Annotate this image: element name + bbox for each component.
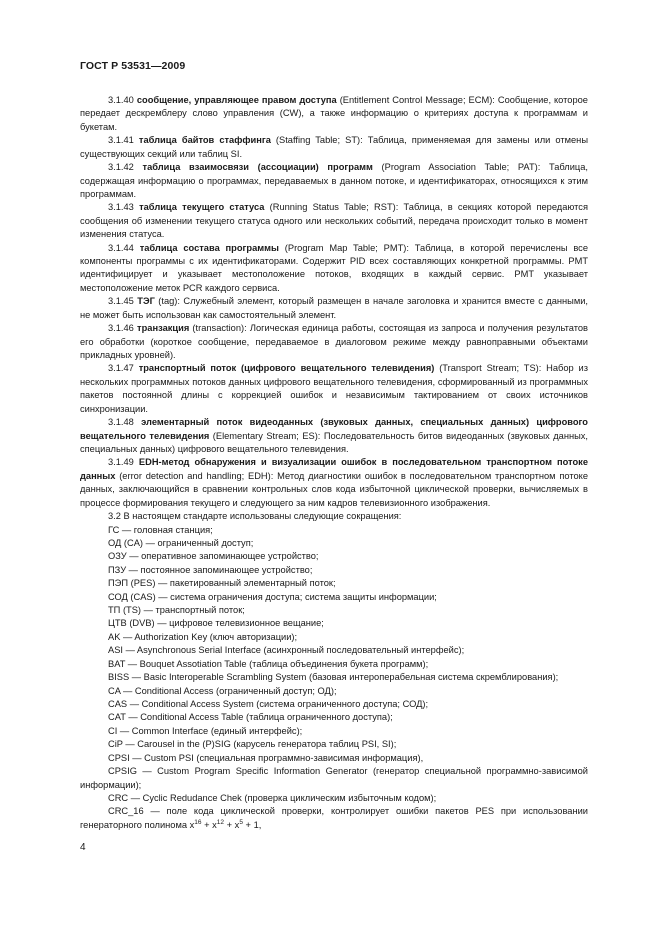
definition-text: (transaction): Логическая единица работы, состоящая из запроса и получения результатов его обработки (короткое сообщение, передаваемое в диалоговом режиме между равноправными объектами прикладных уровней).: [80, 323, 588, 361]
abbreviation-item: CI — Common Interface (единый интерфейс);: [108, 725, 303, 736]
definition-term: таблица текущего статуса: [139, 202, 265, 213]
abbreviation-item: СОД (CAS) — система ограничения доступа; система защиты информации;: [108, 591, 437, 602]
abbreviation-item: ЦТВ (DVB) — цифровое телевизионное вещание;: [108, 618, 324, 629]
abbreviation-item: CiP — Carousel in the (P)SIG (карусель генератора таблиц PSI, SI);: [108, 739, 397, 750]
definition-item: [80, 94, 588, 134]
definition-item: [80, 322, 588, 362]
definition-number: 3.1.45: [108, 296, 134, 307]
abbreviation-item: CA — Conditional Access (ограниченный доступ; ОД);: [108, 685, 337, 696]
page-number: 4: [80, 842, 86, 853]
definition-item: [80, 295, 588, 322]
definition-number: 3.1.46: [108, 323, 134, 334]
definition-text: (Running Status Table; RST): Таблица, в секциях которой передаются сообщения об изменении текущего статуса одного или нескольких событий, передача происходит только в момент изменения статуса.: [80, 202, 588, 240]
definition-item: [80, 416, 588, 456]
abbreviation-item: ОД (CA) — ограниченный доступ;: [108, 537, 254, 548]
abbreviation-item: ПЗУ — постоянное запоминающее устройство;: [108, 564, 313, 575]
definition-text: (Program Association Table; PAT): Таблица, содержащая информацию о программах, передаваемых в данном потоке, и идентификаторах, относящихся к этим программам.: [80, 162, 588, 199]
definition-item: [80, 201, 588, 241]
definition-number: 3.1.44: [108, 242, 134, 253]
polynomial: $x^{16} + x^{12} + x^5 + 1$,: [189, 818, 262, 830]
abbreviation-item: ТП (TS) — транспортный поток;: [108, 605, 245, 616]
abbreviation-item: CRC — Cyclic Redudance Chek (проверка циклическим избыточным кодом);: [108, 792, 437, 803]
definition-text: (Staffing Table; ST): Таблица, применяемая для замены или отмены существующих секций или таблиц SI.: [80, 135, 588, 159]
definition-item: [80, 242, 588, 296]
abbreviation-item: AK — Authorization Key (ключ авторизации);: [108, 631, 298, 642]
abbreviation-item: CPSIG — Custom Program Specific Information Generator (генератор специальной программно-зависимой информации);: [80, 766, 588, 790]
definition-text: (tag): Служебный элемент, который размещен в начале заголовка и хранится вместе с данными, не может быть использован как самостоятельный элемент.: [80, 296, 588, 320]
definition-term: транзакция: [137, 323, 190, 334]
abbreviation-item: BAT — Bouquet Assotiation Table (таблица объединения букета программ);: [108, 658, 429, 669]
definition-term: транспортный поток (цифрового вещательного телевидения): [138, 363, 435, 374]
crc16-entry: [80, 805, 588, 832]
definition-text: (Program Map Table; PMT): Таблица, в которой перечислены все компоненты программы с их идентификаторами. Содержит PID всех составляющих конкретной программы. PMT идентифицирует и указывает местоположение потоков, входящих в каждый сервис. PMT указывает местоположение меток PCR каждого сервиса.: [80, 242, 589, 293]
abbreviation-item: CPSI — Custom PSI (специальная программно-зависимая информация),: [108, 752, 424, 763]
abbreviations-intro: 3.2 В настоящем стандарте использованы следующие сокращения:: [108, 511, 402, 522]
abbreviation-item: CAS — Conditional Access System (система ограниченного доступа; СОД);: [108, 698, 429, 709]
definition-term: EDH-метод обнаружения и визуализации ошибок в последовательном транспортном потоке данных: [80, 457, 588, 481]
definition-number: 3.1.49: [108, 457, 134, 468]
definition-text: (error detection and handling; EDH): Метод диагностики ошибок в последовательном транспортном потоке данных, заключающийся в сравнении контрольных слов кода избыточной циклической проверки, вычисляемых в процессе формирования текущего и следующего за ним кадров телевизионного изображения.: [80, 470, 588, 508]
definition-item: [80, 161, 588, 201]
definition-number: 3.1.41: [108, 135, 134, 146]
definitions-list: [80, 94, 588, 510]
abbreviation-item: CAT — Conditional Access Table (таблица ограниченного доступа);: [108, 712, 393, 723]
standard-header: ГОСТ Р 53531—2009: [80, 60, 186, 72]
definition-number: 3.1.40: [108, 95, 134, 105]
abbreviation-item: BISS — Basic Interoperable Scrambling System (базовая интероперабельная система скремблирования);: [108, 672, 559, 683]
definition-item: [80, 362, 588, 416]
abbreviation-item: ASI — Asynchronous Serial Interface (асинхронный последовательный интерфейс);: [108, 645, 465, 656]
definition-term: таблица взаимосвязи (ассоциации) программ: [142, 162, 373, 173]
abbreviation-item: ГС — головная станция;: [108, 524, 213, 535]
definition-text: (Entitlement Control Message; ECM): Сообщение, которое передает дескремблеру слово управления (CW), а также информацию о критериях доступа к программам и букетам.: [80, 95, 588, 132]
document-body: [80, 94, 588, 832]
definition-term: сообщение, управляющее правом доступа: [136, 95, 337, 105]
abbreviation-item: ОЗУ — оперативное запоминающее устройство;: [108, 551, 319, 562]
definition-number: 3.1.43: [108, 202, 134, 213]
definition-term: элементарный поток видеоданных (звуковых данных, специальных данных) цифрового вещательного телевидения: [80, 417, 588, 441]
definition-term: таблица байтов стаффинга: [138, 135, 271, 146]
definition-item: [80, 134, 588, 161]
crc16-text: CRC_16 — поле кода циклической проверки, контролирует ошибки пакетов PES при использовании генераторного полинома: [80, 806, 588, 830]
definition-item: [80, 456, 588, 510]
definition-number: 3.1.48: [108, 417, 134, 428]
definition-number: 3.1.47: [108, 363, 134, 374]
definition-text: (Transport Stream; TS): Набор из нескольких программных потоков данных цифрового вещательного телевидения, сформированный из программных пакетов постоянной длины с коррекцией ошибок и независимым тактированием от своих источников синхронизации.: [80, 363, 588, 414]
definition-term: таблица состава программы: [139, 242, 279, 253]
definition-text: (Elementary Stream; ES): Последовательность битов видеоданных (звуковых данных, специальных данных) цифрового вещательного телевидения.: [80, 430, 588, 454]
abbreviation-item: ПЭП (PES) — пакетированный элементарный поток;: [108, 578, 336, 589]
definition-term: ТЭГ: [137, 296, 155, 307]
abbreviations-list: [80, 524, 588, 806]
definition-number: 3.1.42: [108, 162, 134, 173]
